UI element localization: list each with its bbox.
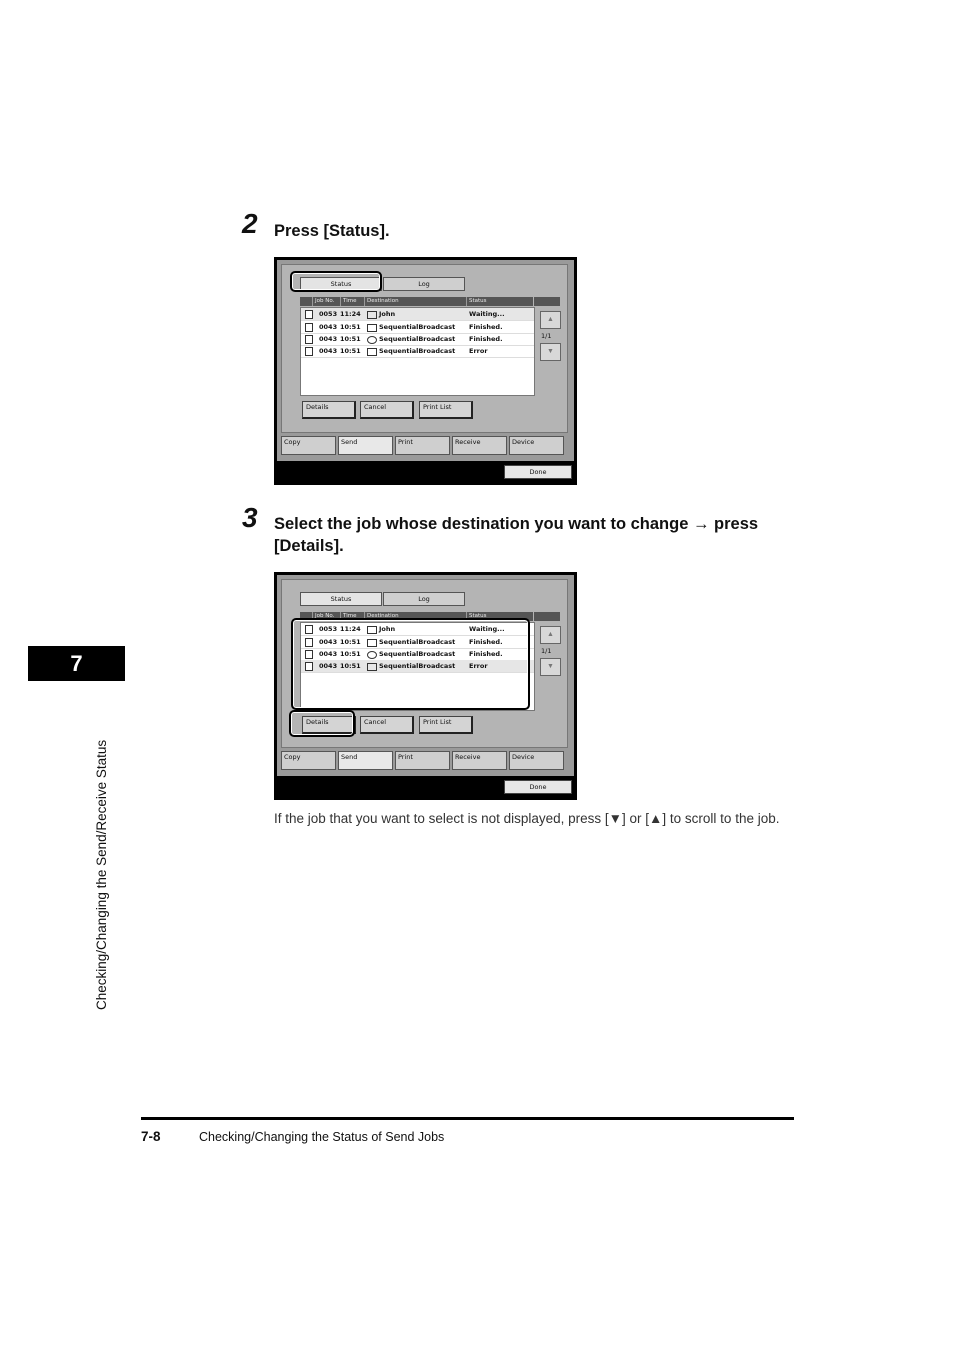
footer-title: Checking/Changing the Status of Send Jobs	[199, 1130, 445, 1144]
row-time: 11:24	[340, 310, 361, 318]
database-icon	[367, 348, 377, 356]
row-status: Error	[469, 662, 488, 670]
row-job: 0053	[319, 625, 338, 633]
triangle-down-icon: ▼	[547, 663, 554, 670]
list-header	[300, 297, 533, 306]
triangle-down-icon: ▼	[547, 348, 554, 355]
print-list-button[interactable]: Print List	[419, 401, 473, 419]
row-dest: SequentialBroadcast	[379, 662, 456, 670]
row-job: 0043	[319, 638, 338, 646]
header-right	[534, 612, 560, 621]
tab-log[interactable]: Log	[383, 592, 465, 606]
row-dest: SequentialBroadcast	[379, 323, 456, 331]
scroll-up-button[interactable]	[540, 311, 561, 329]
row-time: 10:51	[340, 662, 361, 670]
row-dest: SequentialBroadcast	[379, 650, 456, 658]
col-job-no: Job No.	[312, 297, 334, 306]
cancel-button[interactable]: Cancel	[360, 716, 414, 734]
note-text: If the job that you want to select is not displayed, press [▼] or [▲] to scroll to the job.	[274, 811, 780, 826]
col-time: Time	[340, 297, 356, 306]
footer-rule	[141, 1117, 794, 1120]
mode-receive[interactable]: Receive	[452, 751, 507, 770]
mode-print[interactable]: Print	[395, 436, 450, 455]
row-time: 10:51	[340, 335, 361, 343]
done-button[interactable]: Done	[504, 780, 572, 794]
tab-log[interactable]: Log	[383, 277, 465, 291]
col-status: Status	[466, 297, 487, 306]
page-indicator: 1/1	[541, 647, 552, 655]
mode-send[interactable]: Send	[338, 436, 393, 455]
mode-send[interactable]: Send	[338, 751, 393, 770]
page-number: 7-8	[141, 1129, 161, 1144]
row-dest: SequentialBroadcast	[379, 347, 456, 355]
mode-device[interactable]: Device	[509, 751, 564, 770]
row-job: 0043	[319, 323, 338, 331]
mode-tabs	[281, 751, 569, 771]
document-icon	[305, 335, 313, 344]
row-time: 11:24	[340, 625, 361, 633]
step-2-text: Press [Status].	[274, 222, 390, 240]
row-status: Waiting...	[469, 625, 505, 633]
row-dest: John	[379, 625, 396, 633]
job-list	[300, 307, 535, 396]
document-icon	[305, 347, 313, 356]
chapter-tab: 7	[28, 646, 125, 681]
step-3-number: 3	[242, 502, 258, 533]
globe-icon	[367, 336, 377, 344]
table-row[interactable]	[301, 345, 534, 358]
row-time: 10:51	[340, 347, 361, 355]
screen-2	[274, 572, 577, 800]
row-dest: SequentialBroadcast	[379, 638, 456, 646]
document-icon	[305, 323, 313, 332]
col-destination: Destination	[364, 612, 399, 621]
row-job: 0053	[319, 310, 338, 318]
col-job-no: Job No.	[312, 612, 334, 621]
row-time: 10:51	[340, 650, 361, 658]
col-time: Time	[340, 612, 356, 621]
fax-icon	[367, 324, 377, 332]
mode-receive[interactable]: Receive	[452, 436, 507, 455]
highlight-status	[290, 271, 382, 292]
scroll-up-button[interactable]	[540, 626, 561, 644]
row-job: 0043	[319, 335, 338, 343]
scroll-down-button[interactable]	[540, 658, 561, 676]
table-row[interactable]	[301, 308, 534, 321]
tab-status[interactable]: Status	[300, 592, 382, 606]
details-button[interactable]: Details	[302, 716, 356, 734]
row-job: 0043	[319, 650, 338, 658]
row-time: 10:51	[340, 638, 361, 646]
cancel-button[interactable]: Cancel	[360, 401, 414, 419]
print-list-button[interactable]: Print List	[419, 716, 473, 734]
done-button[interactable]: Done	[504, 465, 572, 479]
row-status: Finished.	[469, 335, 503, 343]
mode-copy[interactable]: Copy	[281, 751, 336, 770]
scroll-down-button[interactable]	[540, 343, 561, 361]
mode-copy[interactable]: Copy	[281, 436, 336, 455]
email-icon	[367, 311, 377, 319]
row-dest: John	[379, 310, 396, 318]
row-status: Finished.	[469, 638, 503, 646]
mode-tabs	[281, 436, 569, 456]
row-status: Finished.	[469, 650, 503, 658]
col-status: Status	[466, 612, 487, 621]
highlight-details	[289, 710, 355, 737]
step-3-text	[274, 513, 758, 557]
step-2-number: 2	[242, 208, 258, 239]
page-indicator: 1/1	[541, 332, 552, 340]
highlight-list	[291, 618, 530, 710]
row-status: Waiting...	[469, 310, 505, 318]
row-status: Error	[469, 347, 488, 355]
mode-print[interactable]: Print	[395, 751, 450, 770]
step-3-line1: Select the job whose destination you want to change → press	[274, 515, 759, 533]
tab-status[interactable]: Status	[300, 277, 382, 291]
triangle-up-icon: ▲	[547, 631, 554, 638]
row-job: 0043	[319, 662, 338, 670]
step-3-line2: [Details].	[274, 537, 344, 555]
row-time: 10:51	[340, 323, 361, 331]
triangle-up-icon: ▲	[547, 316, 554, 323]
screen-1	[274, 257, 577, 485]
details-button[interactable]: Details	[302, 401, 356, 419]
col-destination: Destination	[364, 297, 399, 306]
row-status: Finished.	[469, 323, 503, 331]
header-right	[534, 297, 560, 306]
document-icon	[305, 310, 313, 319]
side-chapter-title: Checking/Changing the Send/Receive Status	[94, 739, 109, 1010]
mode-device[interactable]: Device	[509, 436, 564, 455]
row-dest: SequentialBroadcast	[379, 335, 456, 343]
row-job: 0043	[319, 347, 338, 355]
